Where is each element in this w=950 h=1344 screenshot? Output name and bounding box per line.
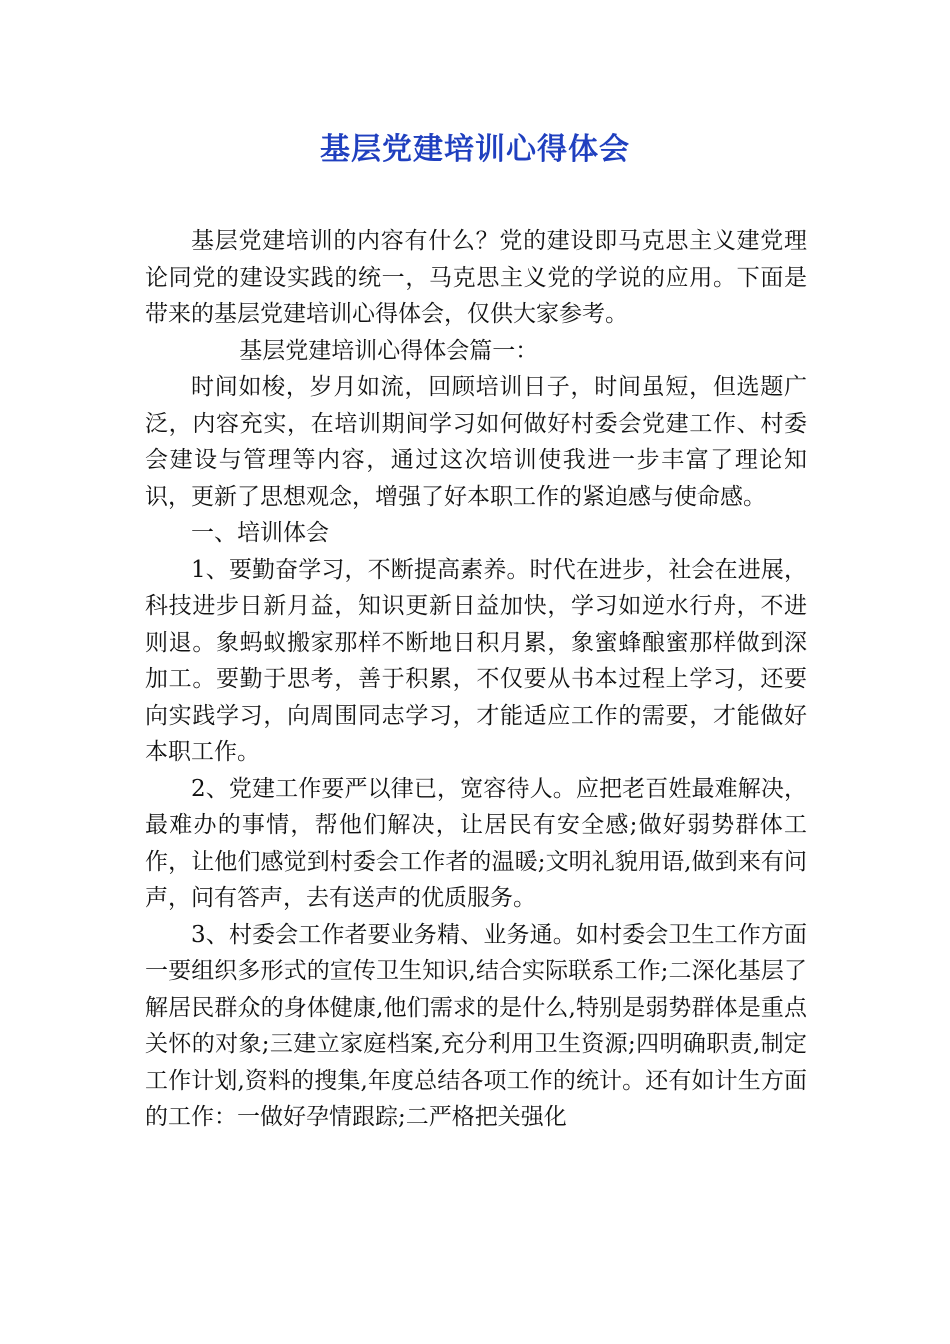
- body-paragraph: 1、要勤奋学习，不断提高素养。时代在进步，社会在进展，科技进步日新月益，知识更新日益加快，学习如逆水行舟，不进则退。象蚂蚁搬家那样不断地日积月累，象蜜蜂酿蜜那样做到深加工。要勤于思考，善于积累，不仅要从书本过程上学习，还要向实践学习，向周围同志学习，才能适应工作的需要，才能做好本职工作。: [145, 556, 807, 765]
- body-paragraph: 2、党建工作要严以律已，宽容待人。应把老百姓最难解决，最难办的事情，帮他们解决，让居民有安全感;做好弱势群体工作，让他们感觉到村委会工作者的温暖;文明礼貌用语,做到来有问声，问有答声，去有送声的优质服务。: [145, 775, 807, 911]
- subsection-heading: 一、培训体会: [191, 520, 329, 546]
- section-heading: 基层党建培训心得体会篇一：: [239, 337, 539, 364]
- body-paragraph: 时间如梭，岁月如流，回顾培训日子，时间虽短，但选题广泛，内容充实，在培训期间学习如何做好村委会党建工作、村委会建设与管理等内容，通过这次培训使我进一步丰富了理论知识，更新了思想观念，增强了好本职工作的紧迫感与使命感。: [145, 374, 807, 510]
- intro-paragraph: 基层党建培训的内容有什么？党的建设即马克思主义建党理论同党的建设实践的统一，马克思主义党的学说的应用。下面是带来的基层党建培训心得体会，仅供大家参考。: [145, 228, 807, 327]
- document-title: 基层党建培训心得体会: [320, 132, 630, 167]
- document-body: [145, 223, 807, 1136]
- body-paragraph: 3、村委会工作者要业务精、业务通。如村委会卫生工作方面一要组织多形式的宣传卫生知识,结合实际联系工作;二深化基层了解居民群众的身体健康,他们需求的是什么,特别是弱势群体是重点关怀的对象;三建立家庭档案,充分利用卫生资源;四明确职责,制定工作计划,资料的搜集,年度总结各项工作的统计。还有如计生方面的工作：一做好孕情跟踪;二严格把关强化: [145, 921, 807, 1130]
